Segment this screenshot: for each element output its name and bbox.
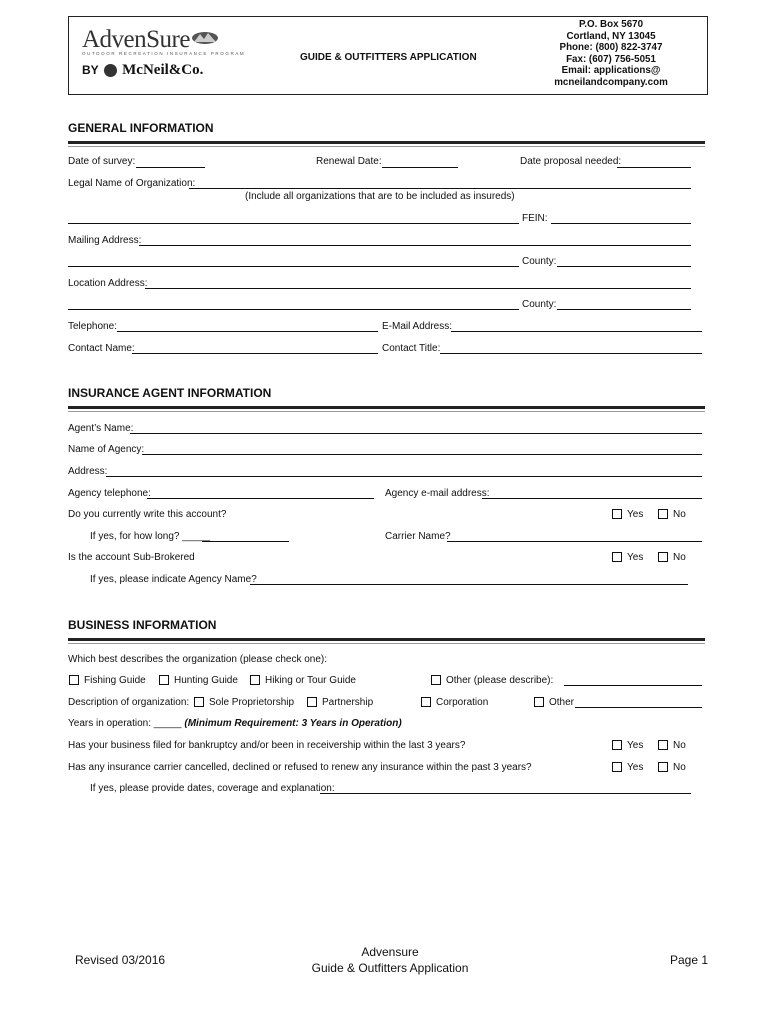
description-label: Description of organization: [68,697,190,708]
renewal-date-field[interactable] [382,167,458,168]
yes-label: Yes [627,509,644,520]
address-line: Email: applications@ [561,65,661,76]
years-in-operation [68,718,402,729]
years-label: Years in operation: _____ [68,718,182,729]
mountain-icon [191,30,219,44]
bankruptcy-yes-checkbox[interactable] [612,740,622,750]
mailing-county-field[interactable] [557,266,691,267]
sub-brokered-yes-checkbox[interactable] [612,552,622,562]
logo-by-line [82,62,262,79]
agency-telephone-field[interactable] [147,498,374,499]
agency-telephone-label: Agency telephone: [68,488,151,499]
footer-center [300,944,480,976]
section-rule-thin [68,411,705,412]
other-describe-field[interactable] [564,685,702,686]
other-org-label: Other [549,697,575,708]
section-heading-agent: INSURANCE AGENT INFORMATION [68,386,272,400]
contact-name-label: Contact Name: [68,343,135,354]
legal-name-field-2[interactable] [68,223,519,224]
section-heading-business: BUSINESS INFORMATION [68,618,217,632]
provide-dates-field[interactable] [320,793,691,794]
fishing-guide-label: Fishing Guide [84,675,146,686]
renewal-date-label: Renewal Date: [316,156,382,167]
revised-date: Revised 03/2016 [75,953,166,967]
section-heading-general: GENERAL INFORMATION [68,121,214,135]
name-of-agency-label: Name of Agency: [68,444,145,455]
no-label: No [673,552,686,563]
location-county-field[interactable] [557,309,691,310]
partnership-label: Partnership [322,697,374,708]
contact-name-field[interactable] [132,353,378,354]
corporation-checkbox[interactable] [421,697,431,707]
address-line: Cortland, NY 13045 [566,30,656,42]
date-proposal-label: Date proposal needed: [520,156,622,167]
partnership-checkbox[interactable] [307,697,317,707]
form-title: GUIDE & OUTFITTERS APPLICATION [300,52,477,63]
how-long-field[interactable] [202,541,289,542]
logo-by: BY [82,63,99,77]
agency-name-label: If yes, please indicate Agency Name? [90,574,257,585]
address-block [516,19,706,88]
fein-label: FEIN: [522,213,548,224]
address-line: mcneilandcompany.com [554,76,668,88]
years-requirement: (Minimum Requirement: 3 Years in Operation) [184,718,402,729]
email-label: E-Mail Address: [382,321,453,332]
write-account-no-checkbox[interactable] [658,509,668,519]
mailing-address-label: Mailing Address: [68,235,142,246]
cancelled-no-checkbox[interactable] [658,762,668,772]
footer-center-line-1: Advensure [361,945,419,959]
email-field[interactable] [451,331,702,332]
hunting-guide-checkbox[interactable] [159,675,169,685]
cancelled-question: Has any insurance carrier cancelled, declined or refused to renew any insurance within the past 3 years? [68,762,532,773]
location-address-field[interactable] [145,288,691,289]
carrier-name-label: Carrier Name? [385,531,451,542]
hiking-guide-label: Hiking or Tour Guide [265,675,356,686]
how-long-label: If yes, for how long? _____ [90,531,211,542]
other-org-checkbox[interactable] [534,697,544,707]
no-label: No [673,740,686,751]
include-note: (Include all organizations that are to be included as insureds) [245,191,515,202]
sole-proprietorship-checkbox[interactable] [194,697,204,707]
sole-proprietorship-label: Sole Proprietorship [209,697,295,708]
page-number: Page 1 [670,953,709,967]
agent-address-label: Address: [68,466,108,477]
section-rule-thin [68,146,705,147]
telephone-label: Telephone: [68,321,117,332]
write-account-yes-checkbox[interactable] [612,509,622,519]
sub-brokered-no-checkbox[interactable] [658,552,668,562]
telephone-field[interactable] [117,331,378,332]
county-label: County: [522,299,557,310]
section-rule [68,406,705,409]
logo-company: McNeil&Co. [122,62,204,78]
cancelled-yes-checkbox[interactable] [612,762,622,772]
footer-center-line-2: Guide & Outfitters Application [311,961,469,975]
logo-sub: OUTDOOR RECREATION INSURANCE PROGRAM [82,51,246,56]
other-org-field[interactable] [575,707,702,708]
location-address-label: Location Address: [68,278,148,289]
contact-title-label: Contact Title: [382,343,441,354]
carrier-name-field[interactable] [447,541,702,542]
bankruptcy-question: Has your business filed for bankruptcy and/or been in receivership within the last 3 years? [68,740,466,751]
agents-name-field[interactable] [130,433,702,434]
agents-name-label: Agent’s Name: [68,423,134,434]
other-describe-checkbox[interactable] [431,675,441,685]
contact-title-field[interactable] [440,353,702,354]
fishing-guide-checkbox[interactable] [69,675,79,685]
write-account-question: Do you currently write this account? [68,509,227,520]
advensure-logo [82,26,262,86]
agency-name-field[interactable] [250,584,688,585]
no-label: No [673,762,686,773]
mcneil-circle-icon [104,64,117,77]
legal-name-field[interactable] [189,188,691,189]
address-line: Fax: (607) 756-5051 [566,53,656,65]
section-rule [68,141,705,144]
name-of-agency-field[interactable] [142,454,702,455]
agency-email-field[interactable] [482,498,702,499]
address-line: P.O. Box 5670 [578,19,644,30]
logo-main: AdvenSure [82,26,190,53]
section-rule-thin [68,643,705,644]
agent-address-field[interactable] [106,476,702,477]
mailing-address-field-2[interactable] [68,266,519,267]
yes-label: Yes [627,740,644,751]
location-address-field-2[interactable] [68,309,519,310]
hunting-guide-label: Hunting Guide [174,675,238,686]
corporation-label: Corporation [436,697,489,708]
provide-dates-label: If yes, please provide dates, coverage and explanation: [90,783,335,794]
legal-name-label: Legal Name of Organization: [68,178,196,189]
yes-label: Yes [627,552,644,563]
yes-label: Yes [627,762,644,773]
address-line: Phone: (800) 822-3747 [559,42,663,53]
bankruptcy-no-checkbox[interactable] [658,740,668,750]
section-rule [68,638,705,641]
agency-email-label: Agency e-mail address: [385,488,490,499]
date-proposal-field[interactable] [617,167,691,168]
hiking-guide-checkbox[interactable] [250,675,260,685]
which-best-question: Which best describes the organization (please check one): [68,654,328,665]
sub-brokered-question: Is the account Sub-Brokered [68,552,195,563]
county-label: County: [522,256,557,267]
date-of-survey-label: Date of survey: [68,156,136,167]
no-label: No [673,509,686,520]
other-describe-label: Other (please describe): [446,675,554,686]
date-of-survey-field[interactable] [136,167,205,168]
mailing-address-field[interactable] [139,245,691,246]
fein-field[interactable] [551,223,691,224]
